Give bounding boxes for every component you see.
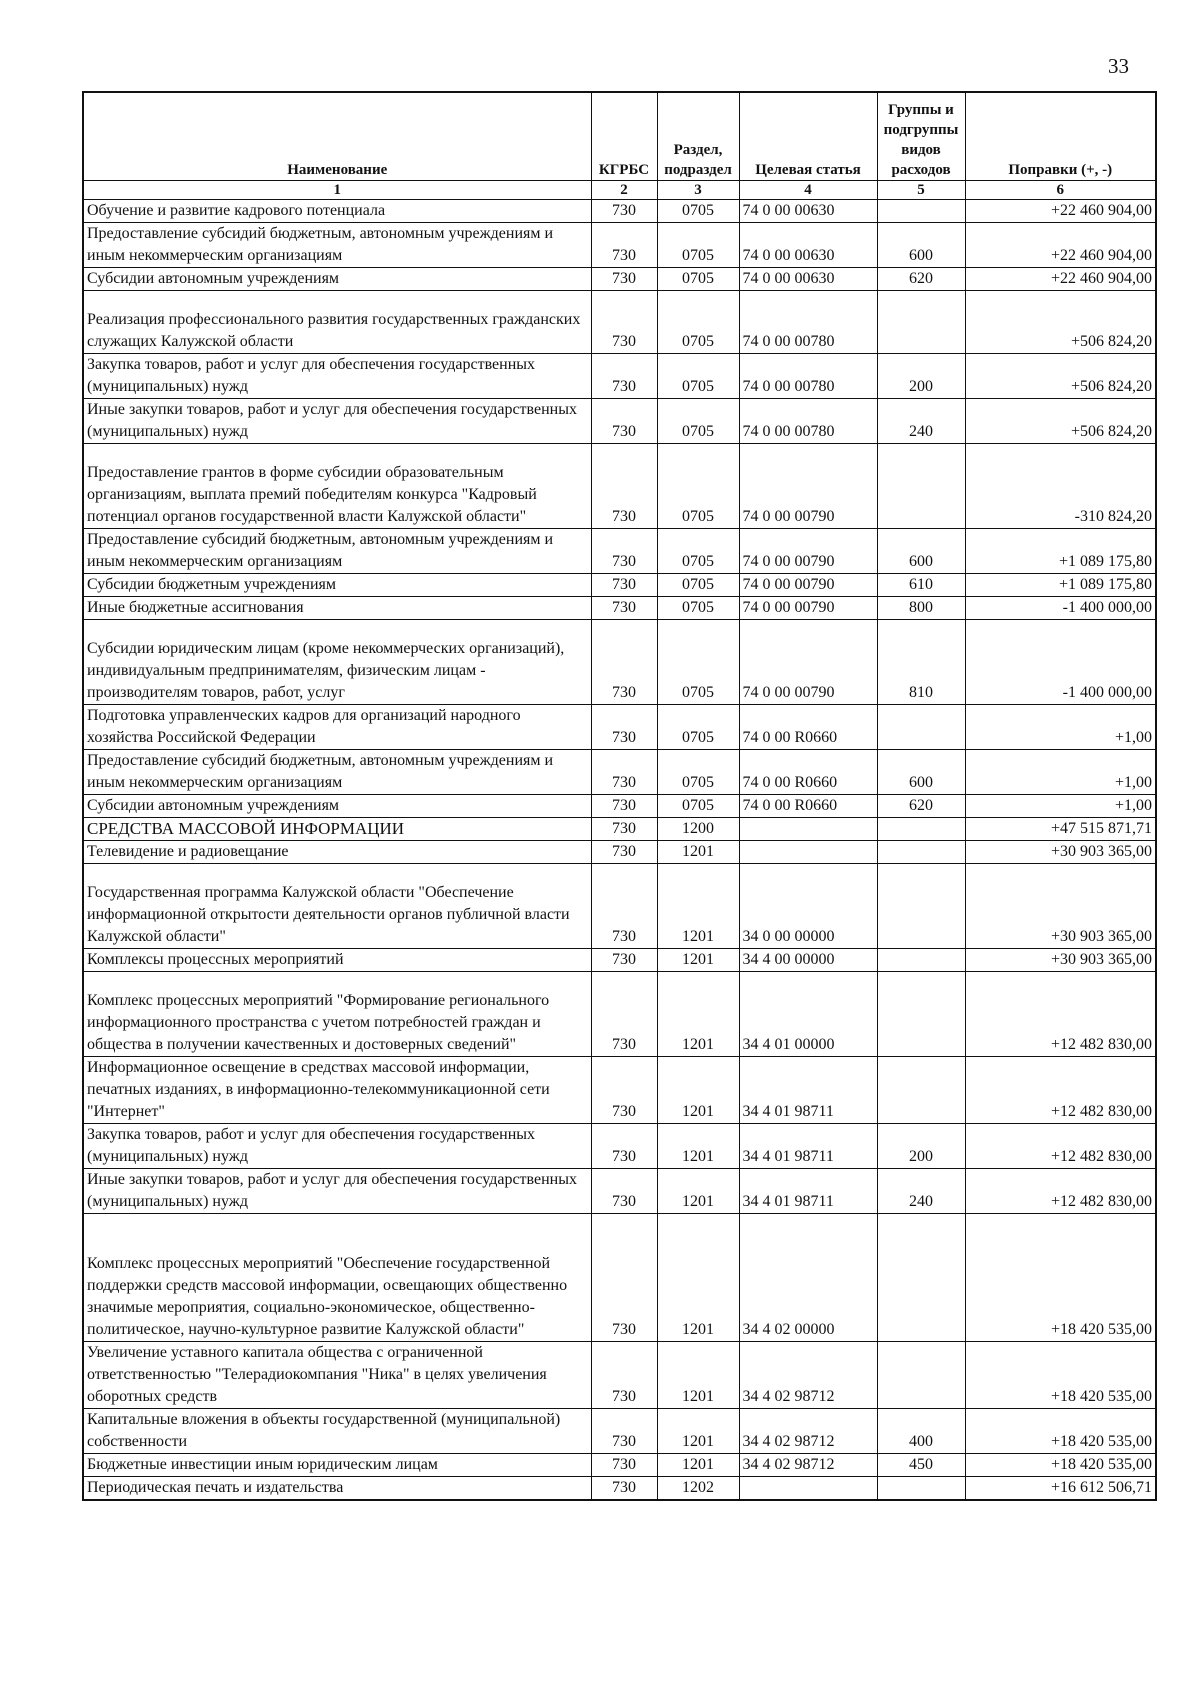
row-kgrbs: 730 (591, 1168, 657, 1213)
table-body (83, 199, 1156, 1500)
table-row (83, 443, 1156, 528)
row-amount: +12 482 830,00 (965, 1168, 1156, 1213)
row-group: 200 (877, 353, 965, 398)
row-kgrbs: 730 (591, 817, 657, 840)
row-name: Увеличение уставного капитала общества с ограниченной ответственностью "Телерадиокомпания "Ника" в целях увеличения оборотных средств (83, 1341, 591, 1408)
row-name: Иные бюджетные ассигнования (83, 596, 591, 619)
row-section: 0705 (657, 443, 739, 528)
row-name: Субсидии юридическим лицам (кроме некоммерческих организаций), индивидуальным предпринимателям, физическим лицам - производителям товаров, работ, услуг (83, 619, 591, 704)
row-amount: +12 482 830,00 (965, 1123, 1156, 1168)
row-kgrbs: 730 (591, 1341, 657, 1408)
table-row (83, 596, 1156, 619)
row-amount: +30 903 365,00 (965, 948, 1156, 971)
row-target: 74 0 00 00780 (739, 353, 877, 398)
row-group (877, 199, 965, 222)
row-amount: +1 089 175,80 (965, 573, 1156, 596)
row-group: 240 (877, 1168, 965, 1213)
table-row (83, 290, 1156, 353)
row-target: 74 0 00 00790 (739, 596, 877, 619)
row-group (877, 817, 965, 840)
row-group: 600 (877, 222, 965, 267)
row-name: СРЕДСТВА МАССОВОЙ ИНФОРМАЦИИ (83, 817, 591, 840)
row-name: Телевидение и радиовещание (83, 840, 591, 863)
row-name: Комплекс процессных мероприятий "Обеспечение государственной поддержки средств массовой информации, освещающих общественно значимые мероприятия, социально-экономическое, общественно-политическое, научно-культурное развитие Калужской области" (83, 1213, 591, 1341)
row-target (739, 1476, 877, 1500)
row-name: Закупка товаров, работ и услуг для обеспечения государственных (муниципальных) нужд (83, 353, 591, 398)
row-target: 74 0 00 R0660 (739, 749, 877, 794)
row-group: 610 (877, 573, 965, 596)
row-section: 1201 (657, 1168, 739, 1213)
row-kgrbs: 730 (591, 794, 657, 817)
table-row (83, 1408, 1156, 1453)
row-group (877, 863, 965, 948)
row-section: 0705 (657, 749, 739, 794)
table-row (83, 1213, 1156, 1341)
row-name: Предоставление субсидий бюджетным, автономным учреждениям и иным некоммерческим организациям (83, 222, 591, 267)
row-kgrbs: 730 (591, 1453, 657, 1476)
row-target: 34 4 02 98712 (739, 1341, 877, 1408)
row-section: 0705 (657, 573, 739, 596)
row-amount: +12 482 830,00 (965, 1056, 1156, 1123)
row-section: 0705 (657, 398, 739, 443)
row-group (877, 1476, 965, 1500)
row-target: 74 0 00 R0660 (739, 794, 877, 817)
row-section: 1201 (657, 1123, 739, 1168)
row-name: Комплекс процессных мероприятий "Формирование регионального информационного пространства с учетом потребностей граждан и общества в получении качественных и достоверных сведений" (83, 971, 591, 1056)
row-group: 620 (877, 267, 965, 290)
column-number: 5 (877, 180, 965, 199)
row-name: Субсидии бюджетным учреждениям (83, 573, 591, 596)
row-kgrbs: 730 (591, 948, 657, 971)
row-target (739, 840, 877, 863)
table-row (83, 817, 1156, 840)
row-amount: +1 089 175,80 (965, 528, 1156, 573)
row-amount: +18 420 535,00 (965, 1453, 1156, 1476)
column-number: 6 (965, 180, 1156, 199)
table-row (83, 222, 1156, 267)
row-group (877, 840, 965, 863)
row-kgrbs: 730 (591, 1056, 657, 1123)
row-group: 600 (877, 528, 965, 573)
table-row (83, 1056, 1156, 1123)
row-name: Бюджетные инвестиции иным юридическим лицам (83, 1453, 591, 1476)
row-kgrbs: 730 (591, 353, 657, 398)
row-amount: +506 824,20 (965, 353, 1156, 398)
row-kgrbs: 730 (591, 704, 657, 749)
row-section: 1201 (657, 971, 739, 1056)
row-amount: +18 420 535,00 (965, 1341, 1156, 1408)
table-row (83, 619, 1156, 704)
table-row (83, 573, 1156, 596)
row-amount: +47 515 871,71 (965, 817, 1156, 840)
row-name: Информационное освещение в средствах массовой информации, печатных изданиях, в информационно-телекоммуникационной сети "Интернет" (83, 1056, 591, 1123)
table-row (83, 528, 1156, 573)
row-kgrbs: 730 (591, 619, 657, 704)
row-amount: +506 824,20 (965, 398, 1156, 443)
row-amount: +1,00 (965, 749, 1156, 794)
row-section: 0705 (657, 353, 739, 398)
row-group: 800 (877, 596, 965, 619)
header-kgrbs: КГРБС (591, 92, 657, 180)
row-target: 34 4 01 98711 (739, 1168, 877, 1213)
row-group: 240 (877, 398, 965, 443)
row-target: 34 4 01 98711 (739, 1056, 877, 1123)
row-group (877, 1056, 965, 1123)
row-section: 1200 (657, 817, 739, 840)
row-amount: +506 824,20 (965, 290, 1156, 353)
row-name: Субсидии автономным учреждениям (83, 794, 591, 817)
row-section: 1201 (657, 1213, 739, 1341)
column-number: 1 (83, 180, 591, 199)
header-groups: Группы и подгруппы видов расходов (877, 92, 965, 180)
row-section: 1201 (657, 1341, 739, 1408)
row-target: 34 4 02 98712 (739, 1408, 877, 1453)
row-section: 0705 (657, 199, 739, 222)
table-row (83, 948, 1156, 971)
row-section: 0705 (657, 222, 739, 267)
row-name: Обучение и развитие кадрового потенциала (83, 199, 591, 222)
row-amount: +16 612 506,71 (965, 1476, 1156, 1500)
row-section: 0705 (657, 596, 739, 619)
page-number: 33 (1108, 54, 1129, 78)
row-target: 34 4 01 98711 (739, 1123, 877, 1168)
row-kgrbs: 730 (591, 573, 657, 596)
row-kgrbs: 730 (591, 596, 657, 619)
row-section: 0705 (657, 290, 739, 353)
table-row (83, 971, 1156, 1056)
row-name: Субсидии автономным учреждениям (83, 267, 591, 290)
row-kgrbs: 730 (591, 443, 657, 528)
row-section: 0705 (657, 267, 739, 290)
row-kgrbs: 730 (591, 398, 657, 443)
header-target: Целевая статья (739, 92, 877, 180)
table-row (83, 199, 1156, 222)
table-header-row (83, 92, 1156, 180)
row-target: 74 0 00 00790 (739, 443, 877, 528)
row-name: Комплексы процессных мероприятий (83, 948, 591, 971)
table-row (83, 353, 1156, 398)
row-section: 1201 (657, 1453, 739, 1476)
row-target: 74 0 00 00790 (739, 573, 877, 596)
row-name: Предоставление грантов в форме субсидии образовательным организациям, выплата премий победителям конкурса "Кадровый потенциал органов государственной власти Калужской области" (83, 443, 591, 528)
row-name: Государственная программа Калужской области "Обеспечение информационной открытости деятельности органов публичной власти Калужской области" (83, 863, 591, 948)
row-section: 1201 (657, 948, 739, 971)
row-section: 0705 (657, 704, 739, 749)
column-number-row (83, 180, 1156, 199)
row-kgrbs: 730 (591, 971, 657, 1056)
budget-table (82, 91, 1157, 1501)
row-target: 34 4 02 98712 (739, 1453, 877, 1476)
row-group (877, 948, 965, 971)
row-group: 200 (877, 1123, 965, 1168)
row-target: 74 0 00 00790 (739, 528, 877, 573)
row-kgrbs: 730 (591, 1408, 657, 1453)
row-name: Периодическая печать и издательства (83, 1476, 591, 1500)
column-number: 3 (657, 180, 739, 199)
row-amount: -310 824,20 (965, 443, 1156, 528)
row-kgrbs: 730 (591, 1476, 657, 1500)
row-group (877, 704, 965, 749)
table-row (83, 1168, 1156, 1213)
row-name: Капитальные вложения в объекты государственной (муниципальной) собственности (83, 1408, 591, 1453)
table-row (83, 1453, 1156, 1476)
table-row (83, 1123, 1156, 1168)
row-amount: +12 482 830,00 (965, 971, 1156, 1056)
table-row (83, 749, 1156, 794)
row-group (877, 1341, 965, 1408)
row-target: 74 0 00 00780 (739, 398, 877, 443)
row-kgrbs: 730 (591, 863, 657, 948)
column-number: 4 (739, 180, 877, 199)
row-section: 0705 (657, 619, 739, 704)
header-section: Раздел, подраздел (657, 92, 739, 180)
header-amendments: Поправки (+, -) (965, 92, 1156, 180)
row-section: 1201 (657, 840, 739, 863)
table-row (83, 704, 1156, 749)
row-target: 74 0 00 00630 (739, 222, 877, 267)
row-kgrbs: 730 (591, 1213, 657, 1341)
row-amount: +18 420 535,00 (965, 1213, 1156, 1341)
row-amount: -1 400 000,00 (965, 619, 1156, 704)
row-target: 34 4 02 00000 (739, 1213, 877, 1341)
table-row (83, 267, 1156, 290)
row-name: Иные закупки товаров, работ и услуг для обеспечения государственных (муниципальных) нужд (83, 398, 591, 443)
table-row (83, 840, 1156, 863)
row-amount: +18 420 535,00 (965, 1408, 1156, 1453)
table-row (83, 794, 1156, 817)
row-name: Предоставление субсидий бюджетным, автономным учреждениям и иным некоммерческим организациям (83, 749, 591, 794)
row-group: 620 (877, 794, 965, 817)
header-name: Наименование (83, 92, 591, 180)
row-amount: +1,00 (965, 704, 1156, 749)
row-name: Реализация профессионального развития государственных гражданских служащих Калужской области (83, 290, 591, 353)
table-row (83, 863, 1156, 948)
row-name: Закупка товаров, работ и услуг для обеспечения государственных (муниципальных) нужд (83, 1123, 591, 1168)
column-number: 2 (591, 180, 657, 199)
row-group (877, 971, 965, 1056)
row-amount: +22 460 904,00 (965, 222, 1156, 267)
row-name: Предоставление субсидий бюджетным, автономным учреждениям и иным некоммерческим организациям (83, 528, 591, 573)
row-amount: +22 460 904,00 (965, 199, 1156, 222)
row-group: 400 (877, 1408, 965, 1453)
row-group (877, 443, 965, 528)
row-kgrbs: 730 (591, 290, 657, 353)
row-section: 1201 (657, 1056, 739, 1123)
row-name: Подготовка управленческих кадров для организаций народного хозяйства Российской Федерации (83, 704, 591, 749)
row-kgrbs: 730 (591, 840, 657, 863)
row-section: 1202 (657, 1476, 739, 1500)
row-kgrbs: 730 (591, 1123, 657, 1168)
row-group: 810 (877, 619, 965, 704)
table-row (83, 398, 1156, 443)
row-target: 74 0 00 00780 (739, 290, 877, 353)
row-section: 1201 (657, 863, 739, 948)
row-group (877, 1213, 965, 1341)
row-group: 600 (877, 749, 965, 794)
row-target: 74 0 00 00630 (739, 199, 877, 222)
row-group: 450 (877, 1453, 965, 1476)
row-kgrbs: 730 (591, 749, 657, 794)
row-kgrbs: 730 (591, 528, 657, 573)
row-kgrbs: 730 (591, 199, 657, 222)
row-target (739, 817, 877, 840)
row-section: 1201 (657, 1408, 739, 1453)
table-row (83, 1476, 1156, 1500)
row-kgrbs: 730 (591, 267, 657, 290)
row-target: 74 0 00 00630 (739, 267, 877, 290)
row-amount: -1 400 000,00 (965, 596, 1156, 619)
row-target: 34 0 00 00000 (739, 863, 877, 948)
row-amount: +30 903 365,00 (965, 840, 1156, 863)
row-target: 34 4 00 00000 (739, 948, 877, 971)
row-kgrbs: 730 (591, 222, 657, 267)
row-group (877, 290, 965, 353)
row-amount: +1,00 (965, 794, 1156, 817)
row-amount: +30 903 365,00 (965, 863, 1156, 948)
row-target: 74 0 00 R0660 (739, 704, 877, 749)
row-target: 74 0 00 00790 (739, 619, 877, 704)
row-section: 0705 (657, 794, 739, 817)
row-name: Иные закупки товаров, работ и услуг для обеспечения государственных (муниципальных) нужд (83, 1168, 591, 1213)
table-row (83, 1341, 1156, 1408)
row-section: 0705 (657, 528, 739, 573)
row-target: 34 4 01 00000 (739, 971, 877, 1056)
row-amount: +22 460 904,00 (965, 267, 1156, 290)
